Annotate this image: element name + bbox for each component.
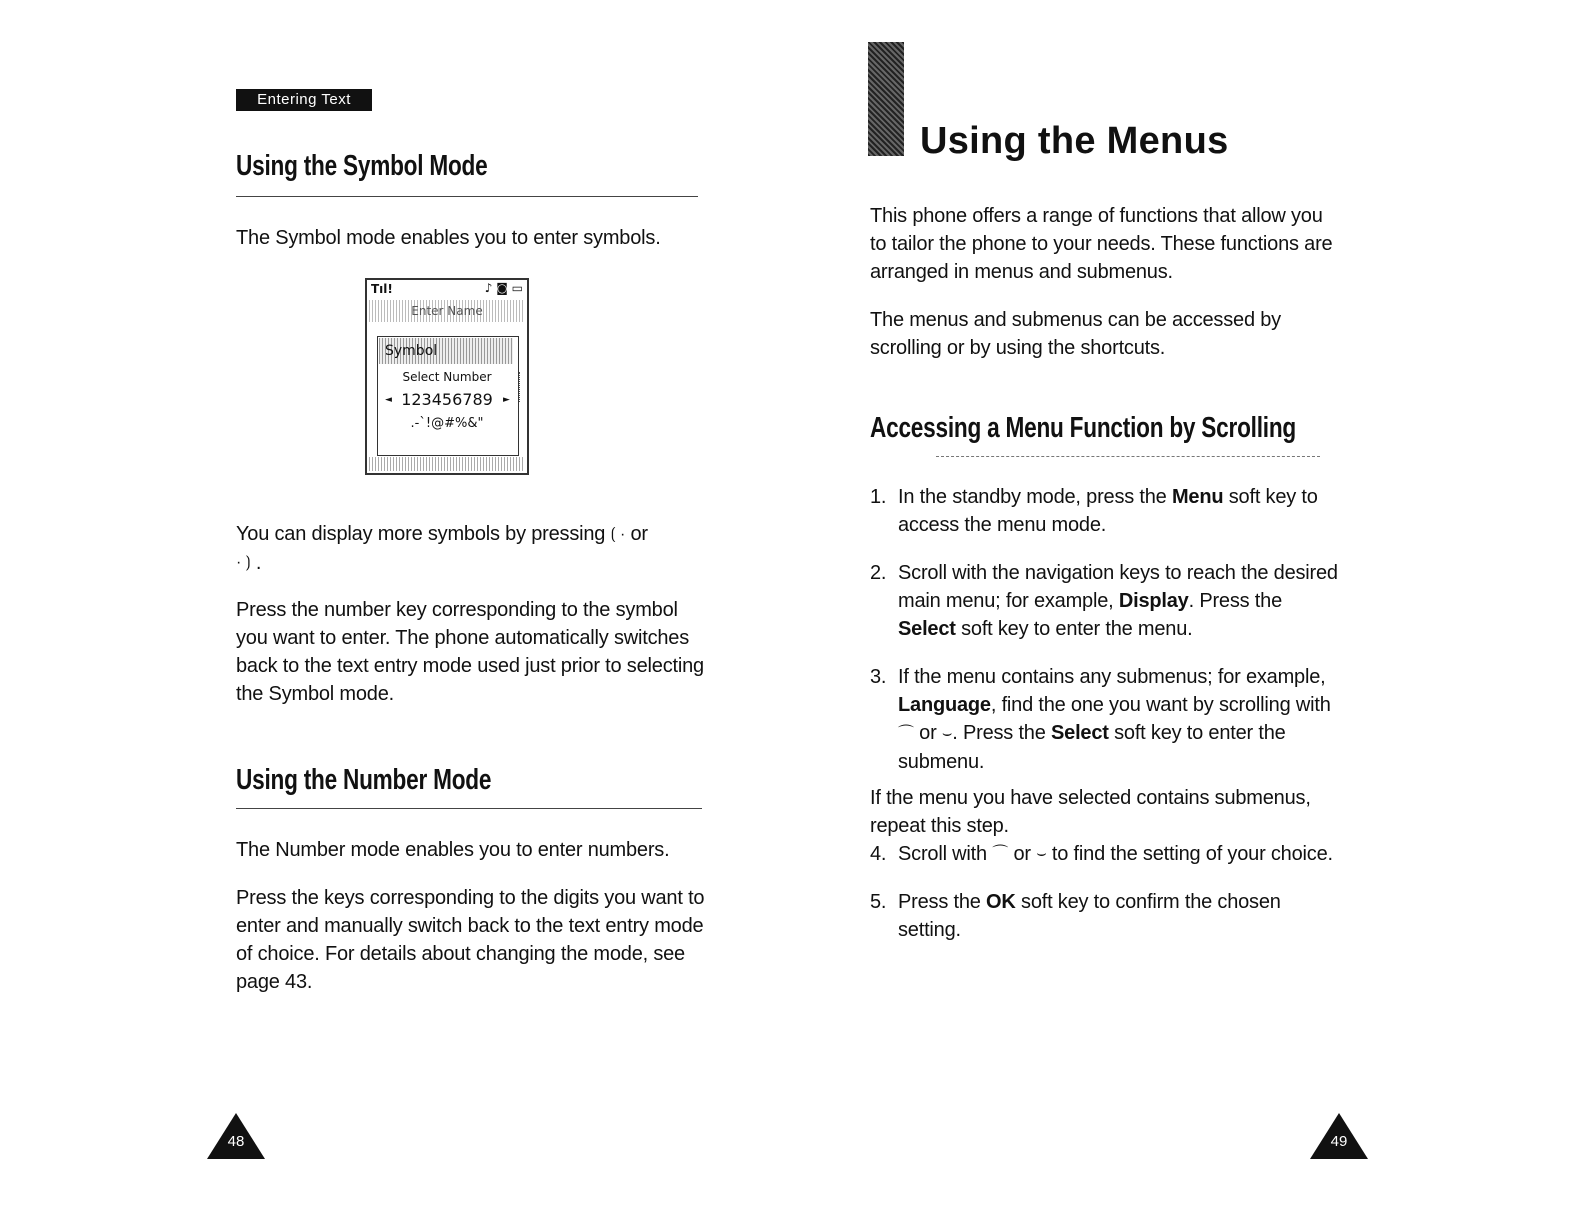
right-arrow-icon: ► [503,395,510,405]
step-item: 5. Press the OK soft key to confirm the chosen setting. [870,891,1281,942]
heading-rule [236,808,702,809]
number-mode-heading: Using the Number Mode [236,764,492,796]
step-item: 2. Scroll with the navigation keys to reach the desired main menu; for example, Display. Press the Select soft key to enter the menu. [870,562,1338,640]
signal-icon: Tıl! [371,282,393,296]
number-body: Press the keys corresponding to the digits you want to enter and manually switch back to the text entry mode of choice. For details about changing the mode, see page 43. [236,887,705,993]
page-number-label: 48 [227,1133,245,1150]
chapter-title: Using the Menus [920,120,1229,162]
up-key-icon: ⌒ [992,845,1009,863]
phone-line-3: .-`!@#%&" [410,416,484,431]
left-arrow-icon: ◄ [385,395,392,405]
phone-softkey-bar [369,457,525,471]
down-key-icon: ⌣ [941,724,953,742]
menus-intro-2: The menus and submenus can be accessed by scrolling or by using the shortcuts. [870,309,1281,359]
chapter-bar [868,42,904,156]
symbol-intro: The Symbol mode enables you to enter symbols. [236,227,661,249]
phone-scrollbar [519,372,523,402]
symbol-mode-heading: Using the Symbol Mode [236,150,488,182]
section-tag: Entering Text [236,89,372,111]
steps-list [870,483,1340,964]
more-symbols-or: or [630,523,648,545]
phone-line-1: Select Number [402,370,492,384]
heading-rule [236,196,698,197]
left-key-icon: ⟮ · [610,525,626,543]
phone-selected-item: Symbol [379,338,513,364]
step-item: 1. In the standby mode, press the Menu soft key to access the menu mode. [870,486,1318,536]
more-symbols-post: . [255,551,262,574]
number-intro: The Number mode enables you to enter numbers. [236,839,670,861]
step-item: 4. Scroll with ⌒ or ⌣ to find the setting of your choice. [870,840,1340,869]
press-number-text: Press the number key corresponding to the symbol you want to enter. The phone automatically switches back to the text entry mode used just prior to selecting the Symbol mode. [236,599,704,705]
step-item: 3. If the menu contains any submenus; for example, Language, find the one you want by scrolling with ⌒ or ⌣. Press the Select soft key to enter the submenu. [870,666,1331,773]
scrolling-heading: Accessing a Menu Function by Scrolling [870,412,1296,444]
menus-intro-1: This phone offers a range of functions that allow you to tailor the phone to your needs. These functions are arranged in menus and submenus. [870,205,1333,283]
page-number-left [207,1113,265,1159]
phone-screen [365,278,529,475]
phone-line-2: 123456789 [401,390,493,409]
more-symbols-pre: You can display more symbols by pressing [236,523,606,545]
status-icons: ♪ ◙ ▭ [484,281,523,295]
phone-title: Enter Name [369,300,525,322]
page-number-label: 49 [1330,1133,1348,1150]
heading-rule [936,456,1320,457]
more-symbols-text [236,520,706,577]
down-key-icon: ⌣ [1036,845,1047,863]
page-number-right [1310,1113,1368,1159]
repeat-note: If the menu you have selected contains submenus, repeat this step. [870,786,1311,837]
up-key-icon: ⌒ [898,724,914,742]
right-key-icon: · ⟯ [236,554,251,572]
